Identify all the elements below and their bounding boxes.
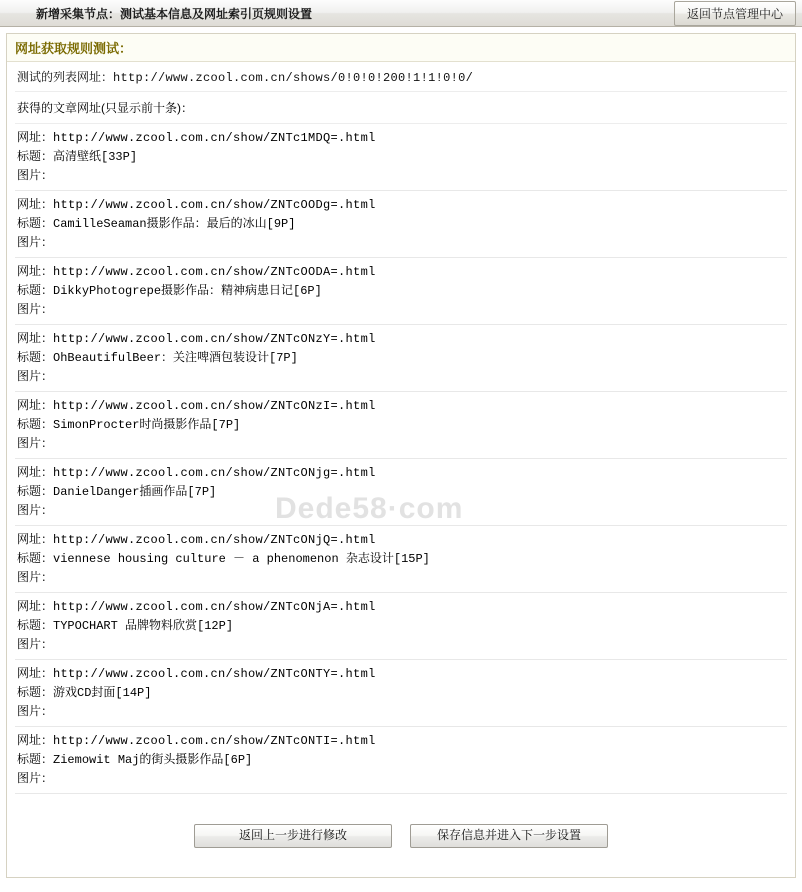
back-to-node-manager-button[interactable]: 返回节点管理中心 (674, 1, 796, 26)
item-title-row (17, 348, 785, 367)
item-title-row (17, 281, 785, 300)
item-title-label: 标题： (17, 283, 54, 297)
item-image-row (17, 501, 785, 519)
item-title-value: DanielDanger插画作品[7P] (53, 485, 217, 499)
item-url-row (17, 530, 785, 549)
item-title-label: 标题： (17, 149, 54, 163)
item-image-label: 图片： (17, 369, 54, 383)
item-image-label: 图片： (17, 771, 54, 785)
item-title-value: 高清壁纸[33P] (53, 150, 138, 164)
item-url-label: 网址： (17, 733, 54, 747)
list-item (15, 124, 787, 191)
item-image-row (17, 300, 785, 318)
item-title-value: TYPOCHART 品牌物料欣赏[12P] (53, 619, 234, 633)
footer-button-bar (15, 794, 787, 848)
item-image-row (17, 635, 785, 653)
results-body (7, 62, 795, 848)
item-image-label: 图片： (17, 503, 54, 517)
item-title-row (17, 683, 785, 702)
list-item (15, 727, 787, 794)
test-list-url-row (15, 62, 787, 92)
item-title-value: Ziemowit Maj的街头摄影作品[6P] (53, 753, 253, 767)
item-url-row (17, 463, 785, 482)
window-titlebar (0, 0, 802, 27)
item-title-row (17, 616, 785, 635)
item-image-row (17, 769, 785, 787)
item-url-row (17, 396, 785, 415)
list-item (15, 325, 787, 392)
test-list-url-label: 测试的列表网址： (17, 70, 114, 84)
list-item (15, 459, 787, 526)
list-item (15, 526, 787, 593)
item-title-label: 标题： (17, 350, 54, 364)
item-image-row (17, 166, 785, 184)
watermark: Dede58·com (275, 492, 464, 525)
item-url-label: 网址： (17, 465, 54, 479)
list-item (15, 593, 787, 660)
item-image-row (17, 233, 785, 251)
item-url-row (17, 262, 785, 281)
item-title-row (17, 147, 785, 166)
save-and-next-button[interactable]: 保存信息并进入下一步设置 (410, 824, 608, 848)
item-title-row (17, 482, 785, 501)
content-frame (6, 33, 796, 878)
item-title-row (17, 415, 785, 434)
item-url-value: http://www.zcool.com.cn/show/ZNTcONzY=.html (53, 332, 376, 346)
item-image-label: 图片： (17, 168, 54, 182)
item-image-row (17, 568, 785, 586)
section-header (7, 34, 795, 62)
item-url-value: http://www.zcool.com.cn/show/ZNTcONTY=.html (53, 667, 376, 681)
section-heading: 网址获取规则测试： (15, 41, 133, 56)
item-url-value: http://www.zcool.com.cn/show/ZNTcONjg=.html (53, 466, 376, 480)
item-url-label: 网址： (17, 331, 54, 345)
item-url-label: 网址： (17, 197, 54, 211)
item-url-row (17, 664, 785, 683)
item-image-row (17, 702, 785, 720)
item-title-value: CamilleSeaman摄影作品：最后的冰山[9P] (53, 217, 296, 231)
item-image-label: 图片： (17, 235, 54, 249)
item-title-row (17, 549, 785, 568)
item-url-label: 网址： (17, 398, 54, 412)
item-title-value: 游戏CD封面[14P] (53, 686, 152, 700)
item-title-label: 标题： (17, 216, 54, 230)
list-item (15, 258, 787, 325)
item-image-label: 图片： (17, 302, 54, 316)
item-url-label: 网址： (17, 130, 54, 144)
back-step-button[interactable]: 返回上一步进行修改 (194, 824, 392, 848)
test-list-url-value: http://www.zcool.com.cn/shows/0!0!0!200!1!1!0!0/ (113, 71, 474, 85)
item-image-label: 图片： (17, 570, 54, 584)
results-intro: 获得的文章网址(只显示前十条)： (15, 92, 787, 124)
item-title-row (17, 750, 785, 769)
item-url-value: http://www.zcool.com.cn/show/ZNTcOODA=.html (53, 265, 376, 279)
item-title-label: 标题： (17, 484, 54, 498)
item-title-label: 标题： (17, 618, 54, 632)
item-image-row (17, 434, 785, 452)
list-item (15, 392, 787, 459)
item-url-row (17, 597, 785, 616)
item-url-row (17, 128, 785, 147)
list-item (15, 660, 787, 727)
item-url-label: 网址： (17, 666, 54, 680)
item-url-row (17, 329, 785, 348)
item-title-label: 标题： (17, 417, 54, 431)
page-title: 新增采集节点：测试基本信息及网址索引页规则设置 (36, 6, 313, 21)
item-url-row (17, 195, 785, 214)
item-url-label: 网址： (17, 532, 54, 546)
item-title-label: 标题： (17, 551, 54, 565)
item-title-value: DikkyPhotogrepe摄影作品：精神病患日记[6P] (53, 284, 322, 298)
item-image-label: 图片： (17, 704, 54, 718)
item-url-label: 网址： (17, 599, 54, 613)
item-url-value: http://www.zcool.com.cn/show/ZNTcONTI=.html (53, 734, 376, 748)
item-url-row (17, 731, 785, 750)
item-url-value: http://www.zcool.com.cn/show/ZNTcONjA=.html (53, 600, 376, 614)
item-title-label: 标题： (17, 752, 54, 766)
list-item (15, 191, 787, 258)
item-title-value: SimonProcter时尚摄影作品[7P] (53, 418, 241, 432)
item-image-label: 图片： (17, 436, 54, 450)
item-url-value: http://www.zcool.com.cn/show/ZNTcONzI=.html (53, 399, 376, 413)
item-title-label: 标题： (17, 685, 54, 699)
item-url-value: http://www.zcool.com.cn/show/ZNTcONjQ=.html (53, 533, 376, 547)
item-title-value: viennese housing culture － a phenomenon 杂志设计[15P] (53, 552, 430, 566)
item-title-row (17, 214, 785, 233)
item-image-label: 图片： (17, 637, 54, 651)
item-url-value: http://www.zcool.com.cn/show/ZNTc1MDQ=.html (53, 131, 376, 145)
item-image-row (17, 367, 785, 385)
item-url-value: http://www.zcool.com.cn/show/ZNTcOODg=.html (53, 198, 376, 212)
item-title-value: OhBeautifulBeer：关注啤酒包装设计[7P] (53, 351, 298, 365)
item-url-label: 网址： (17, 264, 54, 278)
